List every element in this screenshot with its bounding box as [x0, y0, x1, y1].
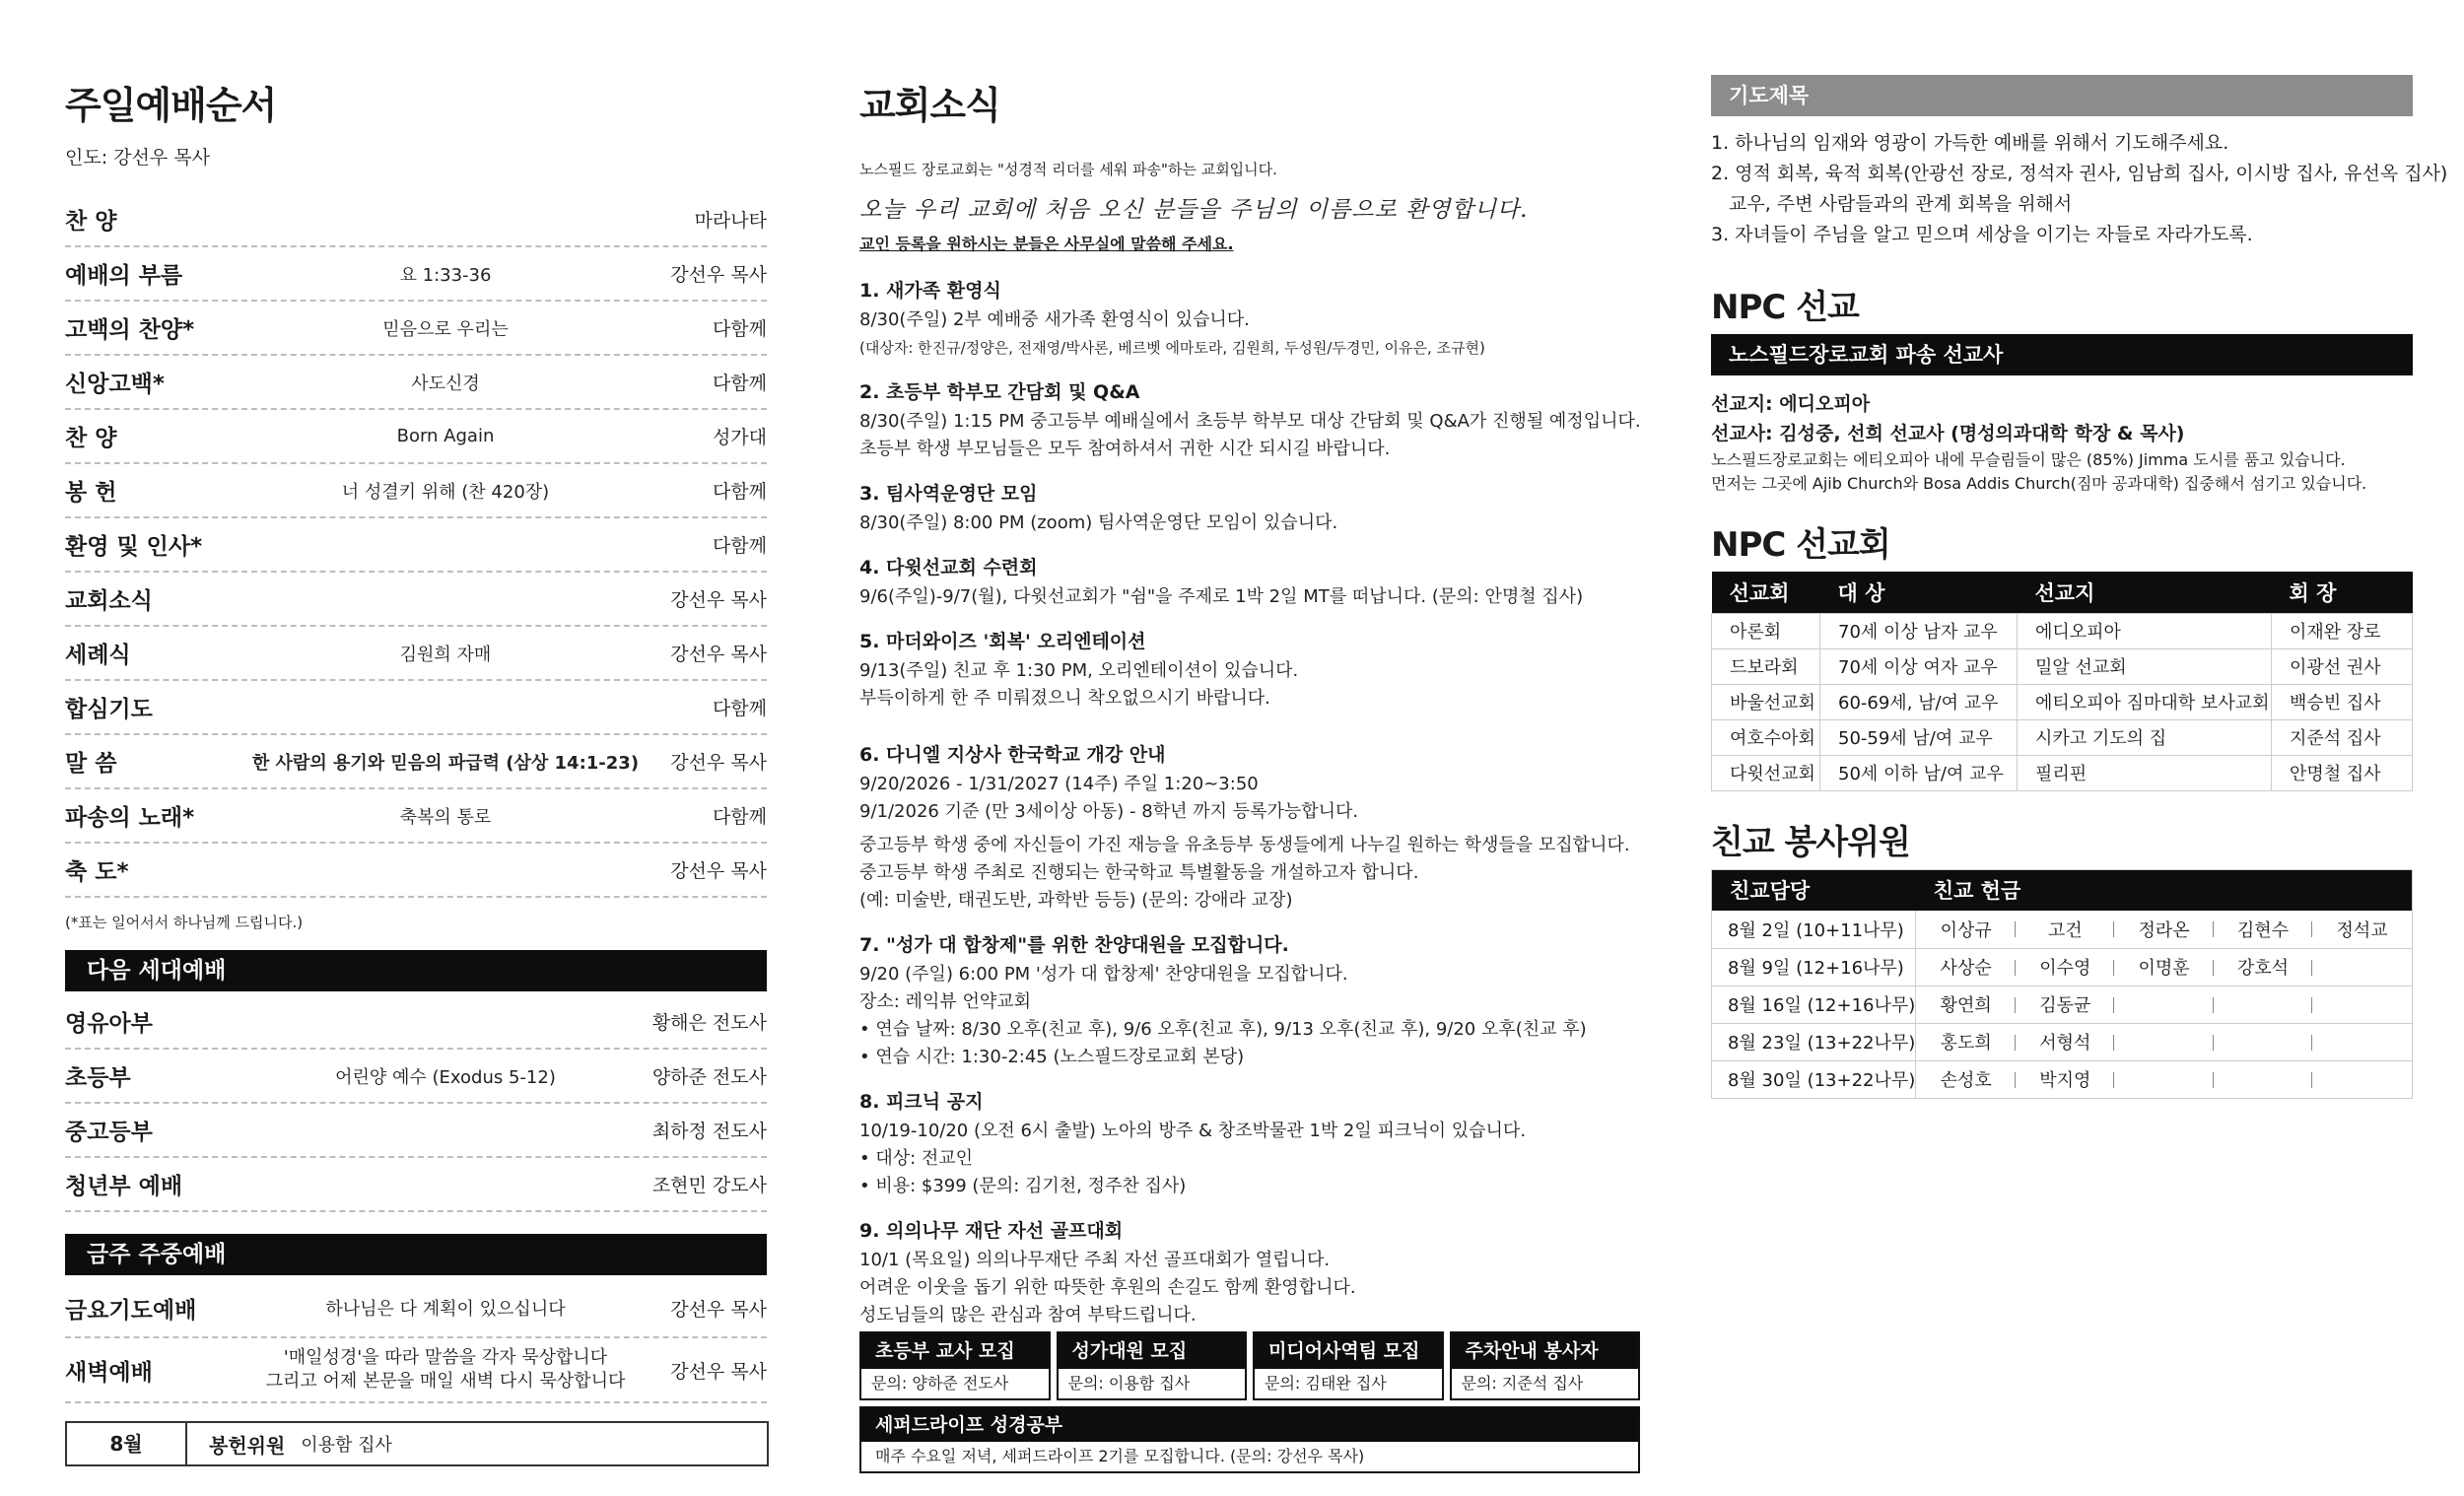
order-row	[65, 1158, 767, 1212]
next-gen-list	[65, 995, 767, 1212]
news-item-line: 9/1/2026 기준 (만 3세이상 아동) - 8학년 까지 등록가능합니다.	[859, 801, 1359, 822]
prayer-item: 2. 영적 회복, 육적 회복(안광선 장로, 정석자 권사, 임남희 집사, 이시방 집사, 유선옥 집사)	[1711, 163, 2448, 184]
news-item-title: 8. 피크닉 공지	[859, 1091, 984, 1113]
order-item-detail: 하나님은 다 계획이 있으십니다	[325, 1299, 566, 1320]
missionary-name: 선교사: 김성중, 선희 선교사 (명성의과대학 학장 & 목사)	[1711, 423, 2185, 444]
order-item-leader: 다함께	[712, 481, 767, 503]
fellowship-date: 8월 23일 (13+22나무)	[1712, 1023, 1916, 1060]
order-item-leader: 다함께	[712, 318, 767, 340]
table-header-row	[1712, 572, 2413, 613]
column-header: 선교지	[2018, 572, 2272, 613]
order-item-name: 청년부 예배	[65, 1174, 183, 1199]
news-title: 교회소식	[859, 84, 1000, 127]
table-row	[1712, 1023, 2413, 1060]
news-item-line: • 대상: 전교인	[859, 1148, 974, 1169]
column-header: 친교 헌금	[1916, 869, 2413, 911]
news-item-title: 7. "성가 대 합창제"를 위한 찬양대원을 모집합니다.	[859, 934, 1289, 956]
table-cell	[2312, 948, 2412, 986]
table-cell	[2214, 986, 2312, 1023]
news-column	[859, 75, 1648, 1345]
prayer-item: 3. 자녀들이 주님을 알고 믿으며 세상을 이기는 자들로 자라가도록.	[1711, 224, 2253, 245]
news-item-title: 2. 초등부 학부모 간담회 및 Q&A	[859, 381, 1140, 403]
recruit-box-contact: 문의: 양하준 전도사	[871, 1374, 1009, 1393]
table-row	[1712, 911, 2413, 948]
prayer-item: 1. 하나님의 임재와 영광이 가득한 예배를 위해서 기도해주세요.	[1711, 132, 2229, 154]
worship-title: 주일예배순서	[65, 84, 277, 127]
news-item-line: 성도님들의 많은 관심과 참여 부탁드립니다.	[859, 1305, 1197, 1326]
news-item-line: 중고등부 학생 중에 자신들이 가진 재능을 유초등부 동생들에게 나누길 원하는 학생들을 모집합니다.	[859, 835, 1630, 855]
order-item-leader: 양하준 전도사	[651, 1066, 767, 1088]
table-row	[1712, 613, 2413, 648]
npc-society-title: NPC 선교회	[1711, 525, 1890, 565]
table-row	[1712, 719, 2413, 755]
table-cell	[2114, 986, 2213, 1023]
prayer-list	[1711, 128, 2448, 250]
table-cell: 정라온	[2114, 911, 2213, 948]
weekday-header: 금주 주중예배	[65, 1234, 767, 1275]
order-item-name: 찬 양	[65, 209, 117, 235]
order-item-detail: 축복의 통로	[399, 806, 492, 828]
news-item	[859, 276, 1648, 362]
sermon-title: 한 사람의 용기와 믿음의 파급력 (삼상 14:1-23)	[251, 752, 640, 774]
bible-study-title: 세퍼드라이프 성경공부	[861, 1408, 1638, 1442]
table-cell: 지준석 집사	[2272, 719, 2413, 755]
order-item-name: 고백의 찬양*	[65, 317, 195, 343]
news-item-line: 8/30(주일) 1:15 PM 중고등부 예배실에서 초등부 학부모 대상 간담회 및 Q&A가 진행될 예정입니다.	[859, 411, 1641, 432]
news-item-line: 8/30(주일) 2부 예배중 새가족 환영식이 있습니다.	[859, 309, 1250, 330]
news-item-title: 4. 다윗선교회 수련회	[859, 557, 1038, 578]
table-row	[1712, 1060, 2413, 1098]
order-row	[65, 1338, 767, 1403]
mission-desc: 먼저는 그곳에 Ajib Church와 Bosa Addis Church(짐마 공과대학) 집중해서 섬기고 있습니다.	[1711, 474, 2367, 493]
table-cell: 다윗선교회	[1712, 755, 1820, 790]
fellowship-table	[1711, 869, 2413, 1099]
order-item-name: 파송의 노래*	[65, 805, 195, 831]
table-cell: 70세 이상 남자 교우	[1820, 613, 2018, 648]
order-item-leader: 강선우 목사	[670, 1298, 767, 1321]
table-cell: 여호수아회	[1712, 719, 1820, 755]
order-row	[65, 1104, 767, 1158]
order-row	[65, 1279, 767, 1338]
order-row	[65, 356, 767, 410]
table-cell: 60-69세, 남/여 교우	[1820, 684, 2018, 719]
mission-society-table	[1711, 572, 2413, 791]
table-row	[1712, 684, 2413, 719]
table-cell: 사상순	[1916, 948, 2016, 986]
order-row	[65, 995, 767, 1050]
news-item-line: • 비용: $399 (문의: 김기천, 정주찬 집사)	[859, 1176, 1187, 1196]
news-item	[859, 377, 1648, 463]
order-row	[65, 518, 767, 573]
order-item-detail	[252, 1346, 639, 1394]
order-item-name: 신앙고백*	[65, 372, 165, 397]
table-header-row	[1712, 869, 2413, 911]
table-cell	[2114, 1060, 2213, 1098]
table-cell: 이명훈	[2114, 948, 2213, 986]
news-item-title: 3. 팀사역운영단 모임	[859, 483, 1038, 505]
order-row	[65, 247, 767, 302]
table-cell: 강호석	[2214, 948, 2312, 986]
order-item-name: 합심기도	[65, 697, 153, 722]
table-cell: 김동균	[2016, 986, 2114, 1023]
recruit-box	[1253, 1331, 1444, 1400]
order-item-leader: 강선우 목사	[670, 644, 767, 665]
order-row	[65, 1050, 767, 1104]
table-row	[1712, 648, 2413, 684]
order-item-name: 새벽예배	[65, 1359, 153, 1386]
table-cell: 에티오피아 짐마대학 보사교회	[2018, 684, 2272, 719]
month-label: 8월	[67, 1423, 187, 1464]
order-item-detail: 요 1:33-36	[399, 264, 492, 286]
order-row	[65, 735, 767, 789]
order-item-leader: 조현민 강도사	[651, 1175, 767, 1196]
news-item	[859, 1087, 1648, 1200]
order-item-leader: 최하정 전도사	[651, 1121, 767, 1142]
recruit-box	[1057, 1331, 1248, 1400]
recruit-box-title: 미디어사역팀 모집	[1255, 1333, 1442, 1369]
fellowship-date: 8월 16일 (12+16나무)	[1712, 986, 1916, 1023]
news-item-line: 장소: 레익뷰 언약교회	[859, 991, 1031, 1012]
order-item-name: 찬 양	[65, 426, 117, 451]
order-row	[65, 193, 767, 247]
news-item-line: 10/19-10/20 (오전 6시 출발) 노아의 방주 & 창조박물관 1박 2일 피크닉이 있습니다.	[859, 1121, 1527, 1141]
npc-mission-info	[1711, 389, 2413, 496]
order-item-name: 예배의 부름	[65, 263, 183, 289]
order-item-name: 영유아부	[65, 1011, 153, 1037]
news-item	[859, 553, 1648, 611]
recruit-box-contact: 문의: 지준석 집사	[1461, 1374, 1584, 1393]
fellowship-date: 8월 30일 (13+22나무)	[1712, 1060, 1916, 1098]
news-item-title: 6. 다니엘 지상사 한국학교 개강 안내	[859, 744, 1166, 766]
next-gen-header: 다음 세대예배	[65, 950, 767, 991]
recruit-box	[859, 1331, 1051, 1400]
order-item-leader: 황해은 전도사	[651, 1012, 767, 1034]
news-item-line: 9/13(주일) 친교 후 1:30 PM, 오리엔테이션이 있습니다.	[859, 660, 1299, 681]
news-item-line: 8/30(주일) 8:00 PM (zoom) 팀사역운영단 모임이 있습니다.	[859, 512, 1338, 533]
table-cell: 필리핀	[2018, 755, 2272, 790]
order-row	[65, 573, 767, 627]
table-cell: 에디오피아	[2018, 613, 2272, 648]
order-item-name: 중고등부	[65, 1120, 153, 1145]
news-item-line: 10/1 (목요일) 의의나무재단 주최 자선 골프대회가 열립니다.	[859, 1250, 1331, 1270]
table-cell: 50세 이하 남/여 교우	[1820, 755, 2018, 790]
order-item-name: 봉 헌	[65, 480, 117, 506]
news-item-title: 9. 의의나무 재단 자선 골프대회	[859, 1220, 1124, 1242]
order-row	[65, 789, 767, 844]
worship-leader: 인도: 강선우 목사	[65, 147, 210, 169]
order-item-leader: 다함께	[712, 535, 767, 557]
column-header: 친교담당	[1712, 869, 1916, 911]
table-cell	[2312, 986, 2412, 1023]
weekday-list	[65, 1279, 767, 1403]
standing-footnote: (*표는 일어서서 하나님께 드립니다.)	[65, 914, 304, 931]
news-item-line: (예: 미술반, 태권도반, 과학반 등등) (문의: 강애라 교장)	[859, 890, 1293, 911]
recruit-boxes	[859, 1331, 1640, 1400]
table-cell: 이광선 권사	[2272, 648, 2413, 684]
registration-note: 교인 등록을 원하시는 분들은 사무실에 말씀해 주세요.	[859, 235, 1234, 253]
table-cell: 정석교	[2312, 911, 2412, 948]
recruit-box	[1450, 1331, 1641, 1400]
news-item	[859, 740, 1648, 915]
news-list	[859, 276, 1648, 1329]
table-cell: 이상규	[1916, 911, 2016, 948]
news-item-line: 9/20 (주일) 6:00 PM '성가 대 합창제' 찬양대원을 모집합니다.	[859, 964, 1348, 985]
order-item-leader: 강선우 목사	[670, 589, 767, 611]
dawn-detail-line2: 그리고 어제 본문을 매일 새벽 다시 묵상합니다	[265, 1371, 626, 1392]
table-cell: 시카고 기도의 집	[2018, 719, 2272, 755]
column-header: 선교회	[1712, 572, 1820, 613]
mission-desc: 노스필드장로교회는 에티오피아 내에 무슬림들이 많은 (85%) Jimma 도시를 품고 있습니다.	[1711, 450, 2346, 469]
news-item-line: 부득이하게 한 주 미뤄졌으니 착오없으시기 바랍니다.	[859, 688, 1270, 709]
order-item-leader: 다함께	[712, 698, 767, 719]
order-item-name: 초등부	[65, 1065, 131, 1091]
fellowship-date: 8월 9일 (12+16나무)	[1712, 948, 1916, 986]
order-item-leader: 성가대	[712, 427, 767, 448]
mission-field: 선교지: 에디오피아	[1711, 393, 1871, 415]
news-item	[859, 627, 1648, 713]
table-cell: 황연희	[1916, 986, 2016, 1023]
news-item-line: 9/6(주일)-9/7(월), 다윗선교회가 "쉼"을 주제로 1박 2일 MT를 떠납니다. (문의: 안명철 집사)	[859, 586, 1584, 607]
order-item-detail: Born Again	[396, 426, 495, 446]
order-row	[65, 844, 767, 898]
order-item-name: 세례식	[65, 643, 131, 668]
order-item-detail: 김원희 자매	[399, 644, 492, 665]
news-item	[859, 930, 1648, 1071]
table-cell	[2214, 1023, 2312, 1060]
recruit-box-title: 초등부 교사 모집	[861, 1333, 1049, 1369]
order-item-leader: 강선우 목사	[670, 752, 767, 774]
fellowship-date: 8월 2일 (10+11나무)	[1712, 911, 1916, 948]
news-item-line: (대상자: 한진규/정양은, 전재영/박사론, 베르벳 에마토라, 김원희, 두성원/두경민, 이유은, 조규현)	[859, 339, 1485, 357]
recruit-section	[859, 1331, 1640, 1473]
order-item-leader: 강선우 목사	[670, 860, 767, 882]
bible-study-body: 매주 수요일 저녁, 세퍼드라이프 2기를 모집합니다. (문의: 강선우 목사)	[875, 1447, 1365, 1465]
table-cell: 드보라회	[1712, 648, 1820, 684]
table-cell: 고건	[2016, 911, 2114, 948]
order-item-name: 교회소식	[65, 588, 153, 614]
order-row	[65, 410, 767, 464]
order-row	[65, 302, 767, 356]
mission-column	[1711, 75, 2448, 1099]
recruit-box-contact: 문의: 이용함 집사	[1067, 1374, 1191, 1393]
table-cell: 이수영	[2016, 948, 2114, 986]
order-item-name: 환영 및 인사*	[65, 534, 203, 560]
news-item-line: 9/20/2026 - 1/31/2027 (14주) 주일 1:20~3:50	[859, 774, 1259, 794]
dawn-detail-line1: '매일성경'을 따라 말씀을 각자 묵상합니다	[283, 1347, 608, 1368]
offering-committee-box	[65, 1421, 769, 1466]
table-row	[1712, 948, 2413, 986]
order-item-detail: 믿음으로 우리는	[382, 318, 509, 340]
table-cell: 안명철 집사	[2272, 755, 2413, 790]
order-item-name: 축 도*	[65, 859, 129, 885]
table-cell: 50-59세 남/여 교우	[1820, 719, 2018, 755]
table-cell	[2214, 1060, 2312, 1098]
prayer-header: 기도제목	[1711, 75, 2413, 116]
recruit-box-contact: 문의: 김태완 집사	[1265, 1374, 1387, 1393]
order-row	[65, 627, 767, 681]
order-item-leader: 다함께	[712, 806, 767, 828]
bible-study-box	[859, 1406, 1640, 1473]
order-item-detail: 사도신경	[411, 373, 480, 394]
news-item-line: • 연습 날짜: 8/30 오후(친교 후), 9/6 오후(친교 후), 9/13 오후(친교 후), 9/20 오후(친교 후)	[859, 1019, 1587, 1040]
table-cell: 김현수	[2214, 911, 2312, 948]
church-intro: 노스필드 장로교회는 "성경적 리더를 세워 파송"하는 교회입니다.	[859, 161, 1277, 178]
column-header: 대 상	[1820, 572, 2018, 613]
news-item-title: 5. 마더와이즈 '회복' 오리엔테이션	[859, 631, 1146, 652]
table-cell: 밀알 선교회	[2018, 648, 2272, 684]
table-cell: 이재완 장로	[2272, 613, 2413, 648]
table-cell	[2312, 1023, 2412, 1060]
news-item-line: 어려운 이웃을 돕기 위한 따뜻한 후원의 손길도 함께 환영합니다.	[859, 1277, 1356, 1298]
committee-person: 이용함 집사	[301, 1435, 392, 1456]
table-cell: 바울선교회	[1712, 684, 1820, 719]
order-item-leader: 강선우 목사	[670, 1360, 767, 1383]
news-item	[859, 479, 1648, 537]
order-item-detail: 어린양 예수 (Exodus 5-12)	[335, 1066, 556, 1088]
table-cell: 박지영	[2016, 1060, 2114, 1098]
news-item-line: • 연습 시간: 1:30-2:45 (노스필드장로교회 본당)	[859, 1047, 1245, 1067]
order-row	[65, 464, 767, 518]
order-item-name: 금요기도예배	[65, 1297, 197, 1324]
table-cell	[2114, 1023, 2213, 1060]
table-row	[1712, 755, 2413, 790]
news-item-line: 초등부 학생 부모님들은 모두 참여하셔서 귀한 시간 되시길 바랍니다.	[859, 439, 1391, 459]
news-item	[859, 1216, 1648, 1329]
order-row	[65, 681, 767, 735]
prayer-item: 교우, 주변 사람들과의 관계 회복을 위해서	[1729, 193, 2073, 215]
table-cell	[2312, 1060, 2412, 1098]
committee-role: 봉헌위원	[209, 1433, 286, 1458]
worship-order-list	[65, 193, 767, 898]
table-cell: 손성호	[1916, 1060, 2016, 1098]
table-cell: 홍도희	[1916, 1023, 2016, 1060]
order-item-name: 말 씀	[65, 751, 117, 777]
order-item-leader: 마라나타	[694, 210, 767, 232]
fellowship-title: 친교 봉사위원	[1711, 822, 1910, 862]
table-cell: 서형석	[2016, 1023, 2114, 1060]
news-item-title: 1. 새가족 환영식	[859, 280, 1001, 302]
npc-mission-bar: 노스필드장로교회 파송 선교사	[1711, 334, 2413, 375]
recruit-box-title: 주차안내 봉사자	[1452, 1333, 1639, 1369]
table-row	[1712, 986, 2413, 1023]
table-cell: 70세 이상 여자 교우	[1820, 648, 2018, 684]
news-item-line: 중고등부 학생 주최로 진행되는 한국학교 특별활동을 개설하고자 합니다.	[859, 862, 1419, 883]
order-item-leader: 강선우 목사	[670, 264, 767, 286]
recruit-box-title: 성가대원 모집	[1059, 1333, 1246, 1369]
table-cell: 백승빈 집사	[2272, 684, 2413, 719]
welcome-script: 오늘 우리 교회에 처음 오신 분들을 주님의 이름으로 환영합니다.	[859, 197, 1529, 223]
order-item-detail: 너 성결키 위해 (찬 420장)	[341, 481, 550, 503]
worship-column	[65, 75, 767, 1466]
table-cell: 아론회	[1712, 613, 1820, 648]
column-header: 회 장	[2272, 572, 2413, 613]
order-item-leader: 다함께	[712, 373, 767, 394]
npc-mission-title: NPC 선교	[1711, 288, 1859, 327]
